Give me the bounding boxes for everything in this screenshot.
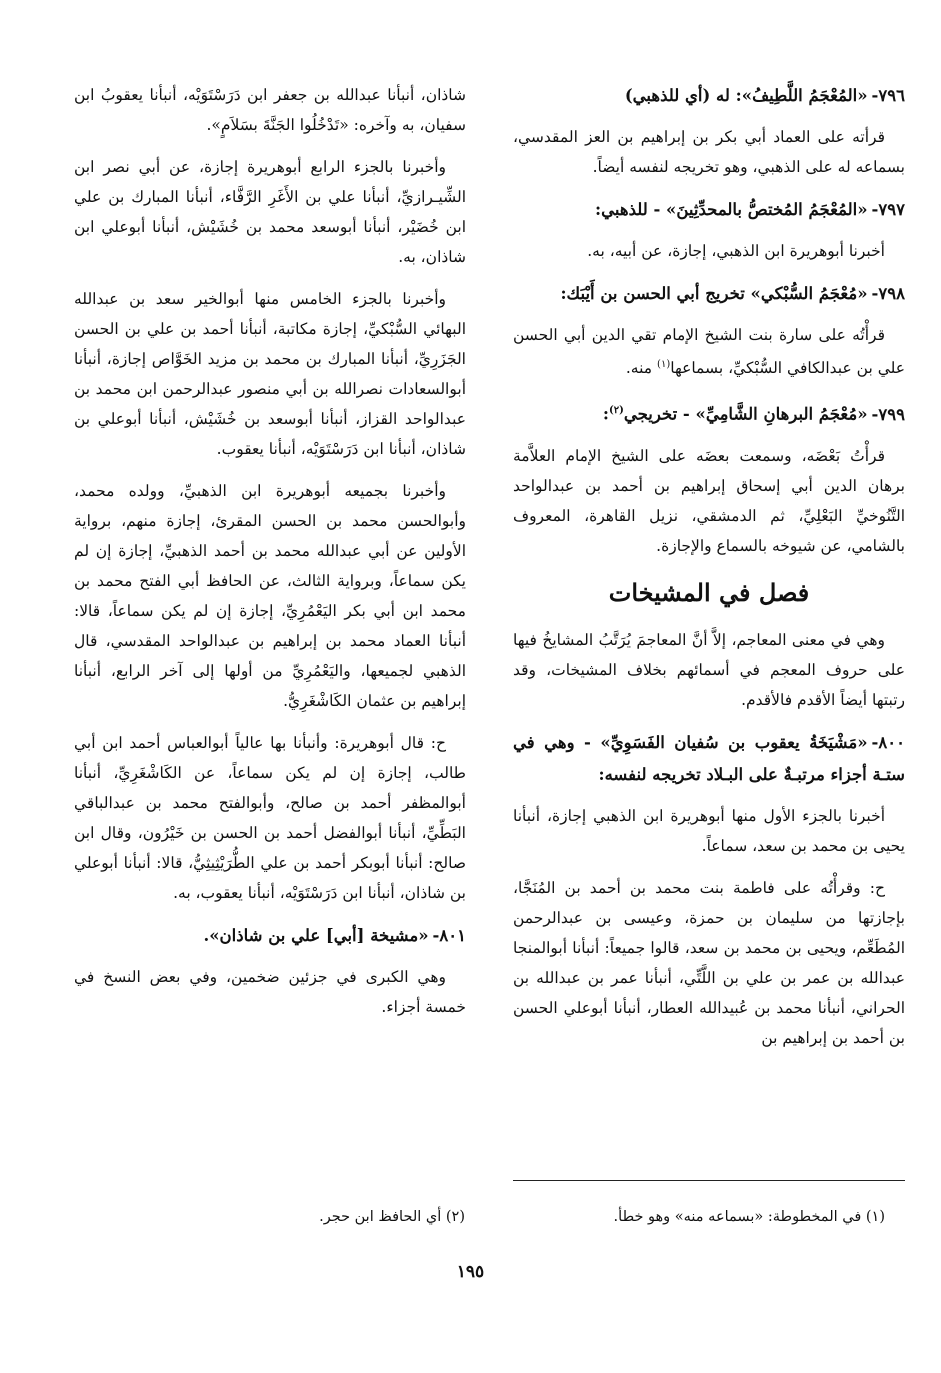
entry-number: ٨٠١-: [432, 926, 466, 945]
paragraph: [74, 476, 466, 716]
paragraph-text: أخبرنا بالجزء الأول منها أبوهريرة ابن الذهبي إجازة، أنبأنا يحيى بن محمد بن سعد، سماعاً.: [513, 806, 905, 855]
paragraph: [513, 441, 905, 561]
entry-title: [513, 727, 905, 791]
entry-number: ٨٠٠-: [871, 732, 905, 752]
entry-title-text: «مشيخة [أبي] علي بن شاذان».: [203, 926, 429, 945]
entry-title: [513, 278, 905, 310]
paragraph-text: ح: قال أبوهريرة: وأنبأنا بها عالياً أبوالعباس أحمد ابن أبي طالب، إجازة إن لم يكن سماعاً، عن الكَاشْغَرِيِّ، أنبأنا أبوالمظفر أحمد بن صالح، وأبوالفتح محمد بن عبدالباقي البَطِّيِّ، أنبأنا أبوالفضل أحمد بن الحسن بن خَيْرُون، وقال ابن صالح: أنبأنا أبوبكر أحمد بن علي الطُّرَيْثِيثِيُّ، قالا: أنبأنا أبوعلي بن شاذان، أنبأنا ابن دَرَسْتَوَيْه، أنبأنا يعقوب، به.: [74, 734, 466, 902]
entry-title: [513, 80, 905, 112]
paragraph-text: ح: وقرأْتُه على فاطمة بنت محمد بن أحمد بن المُنَجَّا، بإجازتها من سليمان بن حمزة، وعيسى بن عبدالرحمن المُطَعِّم، ويحيى بن محمد بن سعد، قالوا جميعاً: أنبأنا أبوالمنجا عبدالله بن عمر بن علي بن اللَّتِّي، أنبأنا عمر بن عبدالله بن الحراني، أنبأنا محمد بن عُبيدالله العطار، أنبأنا أبوعلي الحسن بن أحمد بن إبراهيم بن: [513, 878, 905, 1047]
paragraph: [513, 801, 905, 861]
footnote-1: (١) في المخطوطة: «بسماعه منه» وهو خطأ.: [613, 1209, 885, 1225]
paragraph: [513, 873, 905, 1053]
entry-title: [513, 194, 905, 226]
paragraph: [74, 962, 466, 1022]
paragraph: [74, 152, 466, 272]
paragraph-text: وهي في معنى المعاجم، إلاَّ أنَّ المعاجمَ يُرَتَّبُ المشايخُ فيها على حروف المعجم في أسمائهم بخلاف المشيخات، وقد رتبتها أيضاً الأقدم فالأقدم.: [513, 630, 905, 709]
paragraph: [513, 320, 905, 383]
text-continuation: منه.: [625, 359, 658, 378]
paragraph-text: شاذان، أنبأنا عبدالله بن جعفر ابن دَرَسْتَوَيْه، أنبأنا يعقوبُ ابن سفيان، به وآخره: «تَدْخُلُوا الجَنَّةَ بسَلاَمٍ».: [74, 86, 466, 134]
paragraph: [513, 236, 905, 266]
paragraph-text: وأخبرنا بالجزء الرابع أبوهريرة إجازة، عن أبي نصر ابن الشِّيـرازيِّ، أنبأنا علي بن الأَغَرِ الرَّفَّاء، أنبأنا المبارك بن علي ابن خُضَيْر، أنبأنا أبوسعد محمد بن خُشَيْش، أنبأنا أبوعلي ابن شاذان، به.: [74, 158, 466, 266]
paragraph: [513, 122, 905, 182]
paragraph: [74, 80, 466, 140]
paragraph-text: قرأته على العماد أبي بكر بن إبراهيم بن العز المقدسي، بسماعه له على الذهبي، وهو تخريجه لنفسه أيضاً.: [513, 128, 905, 176]
paragraph-text: قرأْتُ بَعْضَه، وسمعت بعضَه على الشيخ الإمام العلاَّمة برهان الدين أبي إسحاق إبراهيم بن أحمد بن عبدالواحد التَّنُوخيِّ البَعْلِيِّ، ثم الدمشقي، نزيل القاهرة، المعروف بالشامي، عن شيوخه بالسماع والإجازة.: [513, 446, 905, 555]
paragraph-text: وهي الكبرى في جزئين ضخمين، وفي بعض النسخ في خمسة أجزاء.: [74, 968, 466, 1016]
paragraph-text: قرأْتُه على سارة بنت الشيخ الإمام تقي الدين أبي الحسن علي بن عبدالكافي السُّبْكيِّ، بسماعها: [513, 326, 905, 378]
entry-title-text: «مُعْجَمُ البرهانِ الشَّامِيِّ» - تخريجي: [623, 404, 868, 424]
footnote-2: (٢) أي الحافظ ابن حجر.: [319, 1209, 465, 1225]
entry-title: [74, 920, 466, 952]
page-number: ١٩٥: [456, 1262, 485, 1282]
paragraph-text: وأخبرنا بالجزء الخامس منها أبوالخير سعد بن عبدالله البهائي السُّبْكيِّ، إجازة مكاتبة، أنبأنا أحمد بن علي بن الحسن الجَزَرِيِّ، أنبأنا المبارك بن محمد بن مزيد الخَوَّاص إجازة، أنبأنا أبوالسعادات نصرالله بن أبي منصور عبدالرحمن ابن محمد بن عبدالواحد القزاز، أنبأنا أبوسعد بن خُشَيْش، أنبأنا أبوعلي بن شاذان، أنبأنا ابن دَرَسْتَوَيْه، أنبأنا يعقوب.: [74, 290, 466, 458]
footnote-divider: [513, 1180, 905, 1181]
footnotes: [74, 1204, 905, 1230]
paragraph-text: وأخبرنا بجميعه أبوهريرة ابن الذهبيِّ، وولده محمد، وأبوالحسن محمد بن الحسن المقرئ، إجازة منهم، برواية الأولين عن أبي عبدالله محمد بن أحمد الذهبيِّ، إجازة إن لم يكن سماعاً، وبرواية الثالث، عن الحافظ أبي الفتح محمد بن محمد ابن أبي بكر اليَعْمُرِيِّ، إجازة إن لم يكن سماعاً، قالا: أنبأنا العماد محمد بن إبراهيم بن عبدالواحد المقدسي، قال الذهبي لجميعها، واليَعْمُرِيِّ من أولها إلى آخر الرابع، أنبأنا إبراهيم بن عثمان الكَاشْغَرِيُّ.: [74, 482, 466, 710]
section-heading: فصل في المشيخات: [608, 577, 810, 607]
entry-title-text: «المُعْجَمُ اللَّطِيفُ»: له (أي للذهبي): [624, 86, 868, 105]
footnote-marker: (٢): [608, 405, 624, 417]
entry-number: ٧٩٦-: [871, 86, 905, 105]
paragraph: [74, 284, 466, 464]
right-column: [513, 80, 905, 1065]
entry-title-text: «مَشْيَخَةُ يعقوب بن سُفيان الفَسَوِيِّ» - وهي في ستـة أجزاء مرتبـةٌ على البـلاد تخريجه لنفسه:: [513, 732, 905, 784]
entry-title-text: «المُعْجَمُ المُختصُّ بالمحدِّثِينَ» - للذهبي:: [595, 200, 868, 219]
paragraph: [513, 625, 905, 715]
left-column: [74, 80, 466, 1034]
text-continuation: :: [602, 404, 609, 424]
entry-title: [513, 395, 905, 431]
entry-title-text: «مُعْجَمُ السُّبْكي» تخريج أبي الحسن بن أَيْبَك:: [560, 284, 868, 303]
paragraph-text: أخبرنا أبوهريرة ابن الذهبي، إجازة، عن أبيه، به.: [587, 242, 885, 260]
footnote-marker: (١): [657, 359, 671, 370]
entry-number: ٧٩٧-: [871, 200, 905, 219]
entry-number: ٧٩٨-: [871, 284, 905, 303]
entry-number: ٧٩٩-: [871, 404, 905, 424]
paragraph: [74, 728, 466, 908]
